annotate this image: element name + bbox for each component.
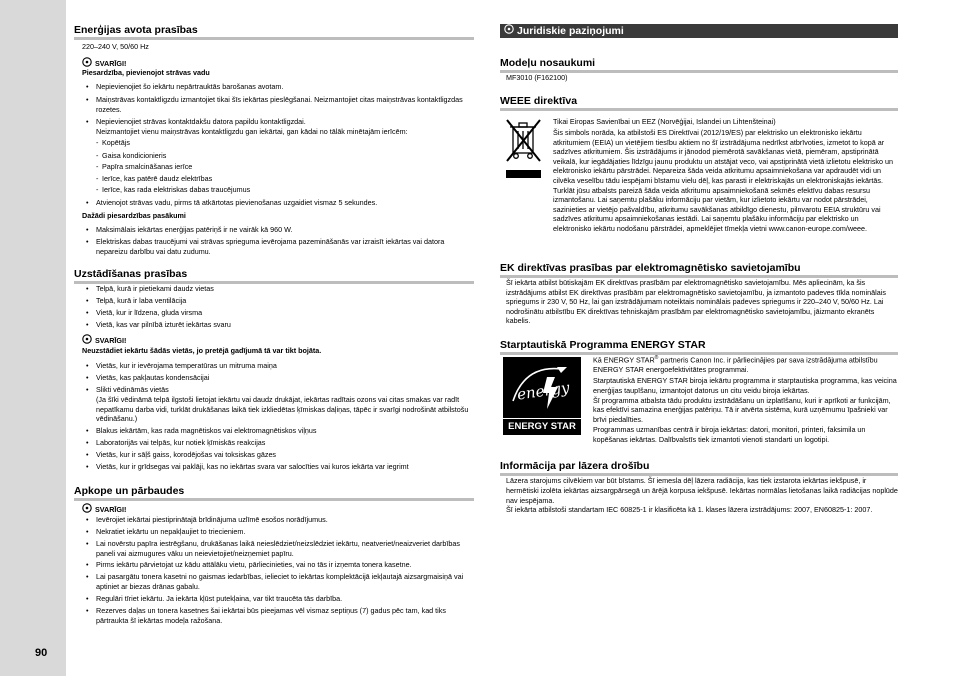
- section-title-model: Modeļu nosaukumi: [500, 57, 898, 73]
- list-item: • Ievērojiet iekārtai piestiprinātajā brīdinājuma uzlīmē esošos norādījumus.: [96, 515, 474, 525]
- weee-bin-icon: [504, 117, 544, 179]
- section-title-maintenance: Apkope un pārbaudes: [74, 485, 474, 501]
- voltage-text: 220–240 V, 50/60 Hz: [82, 42, 149, 51]
- section-title-install: Uzstādīšanas prasības: [74, 268, 474, 284]
- list-item: • Vietās, kas pakļautas kondensācijai: [96, 373, 474, 383]
- model-name: MF3010 (F162100): [506, 73, 568, 82]
- list-item: • Slikti vēdināmās vietās (Ja šīki vēdināmā telpā ilgstoši lietojat iekārtu vai daudz drukājat, iekārtas radītais ozons vai citas smakas var radīt nepatīkamu darba vidi, turklāt drukāšanas laikā tiek izkliedētas ķīmiskas daļiņas, tāpēc ir svarīgi nodrošināt atbilstošu vēdināšanu.): [96, 385, 474, 424]
- section-title-energy-star: Starptautiskā Programma ENERGY STAR: [500, 339, 898, 355]
- page-number: 90: [35, 647, 48, 659]
- list-item: • Maksimālais iekārtas enerģijas patēriņš ir ne vairāk kā 960 W.: [96, 225, 474, 235]
- list-item: • Blakus iekārtām, kas rada magnētiskos vai elektromagnētiskos viļņus: [96, 426, 474, 436]
- dash-item: - Kopētājs: [102, 138, 130, 147]
- right-column: [500, 0, 898, 676]
- list-item: • Vietās, kur ir ievērojama temperatūras un mitruma maiņa: [96, 361, 474, 371]
- dash-item: - Ierīce, kas patērē daudz elektrības: [102, 174, 212, 183]
- list-item: • Vietās, kur ir grīdsegas vai paklāji, kas no iekārtas svara var salocīties vai kuros iekārta var iegrimt: [96, 462, 474, 472]
- legal-icon: [504, 24, 514, 38]
- weee-text: Šis simbols norāda, ka atbilstoši ES Direktīvai (2012/19/ES) par elektrisko un elektronisko iekārtu atkritumiem (EEIA) un vietējiem tiesību aktiem no šī izstrādājuma nedrīkst atbrīvoties, izmetot to kopā ar sadzīves atkritumiem. Šis izstrādājums ir jānodod piemērotā savākšanas vietā, piemēram, apstiprinātā veikalā, kur iegādājaties līdzīgu jaunu produktu un atstājat veco, vai apstiprinātā vietā izlietotu elektrisko un elektronisko iekārtu pārstrādei. Nepareiza šāda veida atkritumu apsaimniekošana var apdraudēt vidi un cilvēka veselību tādu iespējami bīstamu vielu dēļ, kas parasti ir elektriskajās un elektroniskajās iekārtās. Turklāt jūsu atbalsts pareizā šāda veida atkritumu apsaimniekošanā sekmēs efektīvu dabas resursu izmantošanu. Lai saņemtu plašāku informāciju par vietām, kur izlietoto iekārtu var nodot pārstrādei, sazinieties ar vietējo pašvaldību, atkritumu savākšanas atbildīgo dienestu, pilnvarotu EEIA struktūru vai sadzīves atkritumu apsaimniekošanas iestādi. Lai saņemtu plašāku informāciju par elektrisko un elektronisko iekārtu nodošanu pārstrādei, apmeklējiet tīmekļa vietni www.canon-europe.com/weee.: [553, 128, 894, 233]
- subtitle-power: Piesardzība, pievienojot strāvas vadu: [82, 68, 210, 77]
- subtitle-install: Neuzstādiet iekārtu šādās vietās, jo pretējā gadījumā tā var tikt bojāta.: [82, 346, 322, 355]
- list-item: • Vietā, kur ir līdzena, gluda virsma: [96, 308, 474, 318]
- emc-text: Šī iekārta atbilst būtiskajām EK direktīvas prasībām par elektromagnētisko savietojamību. Mēs apliecinām, ka šis izstrādājums atbilst EK direktīvas prasībām par elektromagnētisko savietojamību, ja izmantoto padeves tīkla nominālais spriegums ir 230 V, 50 Hz, lai gan izstrādājumam noteiktais nominālais padeves spriegums ir 220–240 V, 50/60 Hz. Lai nodrošinātu atbilstību EK direktīvas tehniskajām prasībām par elektromagnētisko savietojamību, jāizmanto ekranēts kabelis.: [506, 278, 886, 326]
- energy-star-logo-text: ENERGY STAR: [503, 418, 581, 432]
- energy-star-logo: [503, 357, 581, 435]
- section-title-laser: Informācija par lāzera drošību: [500, 460, 898, 476]
- list-item: • Vietā, kas var pilnībā izturēt iekārtas svaru: [96, 320, 474, 330]
- important-note: SVARĪGI!: [82, 57, 126, 69]
- list-item: • Elektriskas dabas traucējumi vai strāvas sprieguma ievērojama pazemināšanās var izraisīt iekārtas vai datora nepareizu darbību vai datu zudumu.: [96, 237, 474, 256]
- left-column: [74, 0, 474, 676]
- list-item: • Vietās, kur ir sāļš gaiss, korodējošas vai toksiskas gāzes: [96, 450, 474, 460]
- energy-star-script: energy: [515, 378, 571, 404]
- list-item: • Nekratiet iekārtu un nepakļaujiet to triecieniem.: [96, 527, 474, 537]
- list-item: • Lai pasargātu tonera kasetni no gaismas iedarbības, ielieciet to iekārtas komplektācijā iekļautajā aizsargmaisiņā vai aptiniet ar biezas drānas gabalu.: [96, 572, 474, 591]
- important-note: SVARĪGI!: [82, 503, 126, 515]
- list-item: • Rezerves daļas un tonera kasetnes šai iekārtai būs pieejamas vēl vismaz septiņus (7) gadus pēc tam, kad tiks pārtraukta šī iekārtas modeļa ražošana.: [96, 606, 474, 625]
- section-title-emc: EK direktīvas prasības par elektromagnētisko savietojamību: [500, 262, 898, 278]
- list-item: • Telpā, kurā ir pietiekami daudz vietas: [96, 284, 474, 294]
- list-item: • Laboratorijās vai telpās, kur notiek ķīmiskās reakcijas: [96, 438, 474, 448]
- important-icon: [82, 503, 92, 515]
- legal-notices-header: Juridiskie paziņojumi: [500, 24, 898, 38]
- list-item: • Telpā, kurā ir laba ventilācija: [96, 296, 474, 306]
- weee-intro: Tikai Eiropas Savienībai un EEZ (Norvēģijai, Islandei un Lihtenšteinai): [553, 117, 776, 126]
- list-item: • Lai novērstu papīra iestrēgšanu, drukāšanas laikā neieslēdziet/neizslēdziet iekārtu, neatveriet/neaizveriet darbības paneli vai aizmugures vāku un neievietojiet/neizņemiet papīru.: [96, 539, 474, 558]
- subtitle-precautions: Dažādi piesardzības pasākumi: [82, 211, 186, 220]
- important-note: SVARĪGI!: [82, 334, 126, 346]
- list-item: • Maiņstrāvas kontaktligzdu izmantojiet tikai šīs iekārtas pieslēgšanai. Neizmantojiet citas maiņstrāvas kontaktligzdas rozetes.: [96, 95, 474, 114]
- list-item: • Nepievienojiet strāvas kontaktdakšu datora papildu kontaktligzdai. Neizmantojiet vienu maiņstrāvas kontaktligzdu gan iekārtai, gan kādai no tālāk minētajām ierīcēm:: [96, 117, 474, 136]
- dash-item: - Papīra smalcināšanas ierīce: [102, 162, 192, 171]
- list-item: • Pirms iekārtu pārvietojat uz kādu attālāku vietu, pārliecinieties, vai no tās ir izņemta tonera kasetne.: [96, 560, 474, 570]
- list-item: • Atvienojot strāvas vadu, pirms tā atkārtotas pievienošanas uzgaidiet vismaz 5 sekundes.: [96, 198, 474, 208]
- important-icon: [82, 334, 92, 346]
- laser-text: Lāzera starojums cilvēkiem var būt bīstams. Šī iemesla dēļ lāzera radiācija, kas tiek izstarota iekārtas iekšpusē, ir hermētiski izolēta iekārtas aizsargpārsegā un ārējā korpusa iekšpusē. Iekārtas normālas lietošanas laikā radiācijas noplūde nav iespējama. Šī iekārta atbilstoši standartam IEC 60825-1 ir klasificēta kā 1. klases lāzera izstrādājums: 2007, EN60825-1: 2007.: [506, 476, 898, 515]
- section-title-weee: WEEE direktīva: [500, 95, 898, 111]
- section-title-power: Enerģijas avota prasības: [74, 24, 474, 40]
- dash-item: - Ierīce, kas rada elektriskas dabas traucējumus: [102, 185, 250, 194]
- list-item: • Regulāri tīriet iekārtu. Ja iekārta kļūst putekļaina, var tikt traucēta tās darbība.: [96, 594, 474, 604]
- list-item: • Nepievienojiet šo iekārtu nepārtrauktās barošanas avotam.: [96, 82, 474, 92]
- energy-star-intro: Kā ENERGY STAR® partneris Canon Inc. ir pārliecinājies par sava izstrādājuma atbilstību ENERGY STAR energoefektivitātes programmai.: [593, 355, 878, 374]
- registered-mark: ®: [654, 355, 659, 361]
- dash-item: - Gaisa kondicionieris: [102, 151, 166, 160]
- energy-star-text: Starptautiskā ENERGY STAR biroja iekārtu programma ir starptautiska programma, kas veicina enerģijas taupīšanu, izmantojot datorus un citu veidu biroja iekārtas. Šī programma atbalsta tādu produktu izstrādāšanu un izplatīšanu, kuri ir aprīkoti ar funkcijām, kas efektīvi samazina enerģijas patēriņu. Tā ir atvērta sistēma, kurā uzņēmumu īpašnieki var brīvi piedalīties. Programmas uzmanības centrā ir biroja iekārtas: datori, monitori, printeri, faksimila un kopēšanas iekārtas. Dalībvalstīs tiek izmantoti vienoti standarti un logotipi.: [593, 376, 897, 444]
- page-margin-strip: [0, 0, 66, 676]
